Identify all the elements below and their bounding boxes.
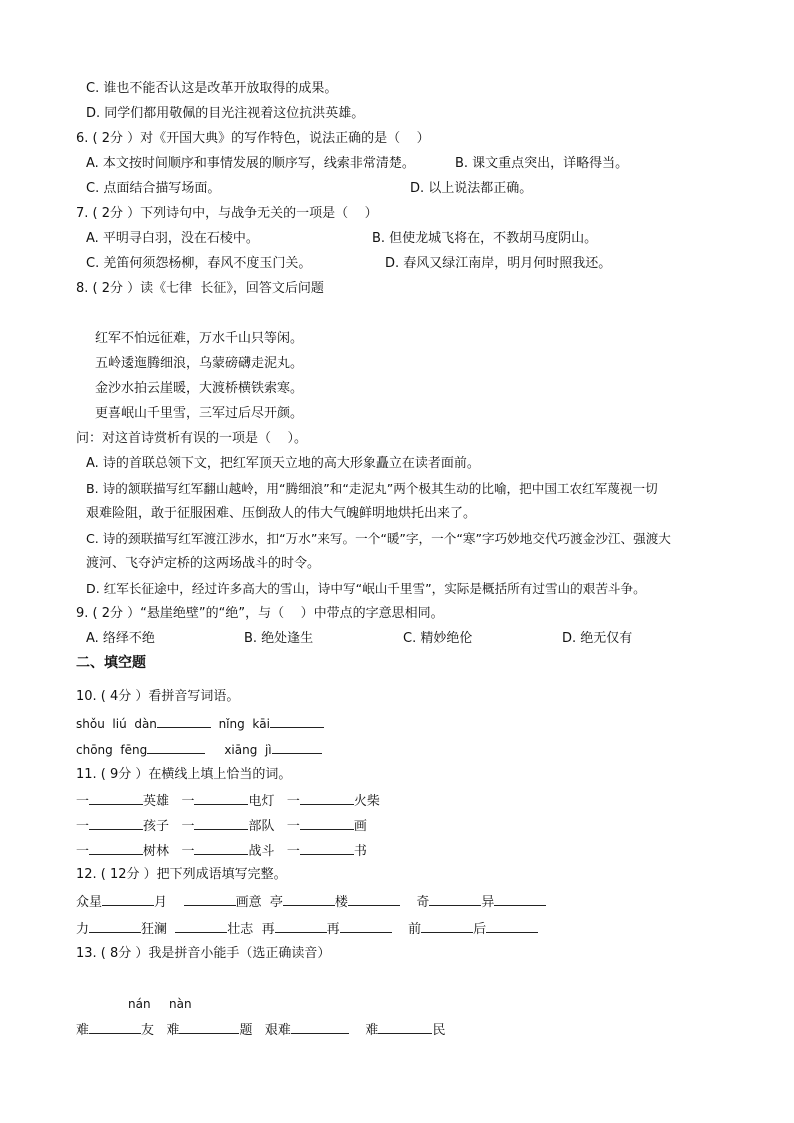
pinyin-row-2 xyxy=(76,741,322,758)
word: 难 xyxy=(76,1023,90,1038)
option-7c: C. 羌笛何须怨杨柳，春风不度玉门关。 xyxy=(86,256,312,271)
answer-blank[interactable] xyxy=(486,920,538,933)
answer-blank[interactable] xyxy=(184,893,236,906)
question-6: 6. ( 2分 ）对《开国大典》的写作特色，说法正确的是（ ） xyxy=(76,131,430,146)
option-7a: A. 平明寻白羽，没在石棱中。 xyxy=(86,231,259,246)
answer-blank[interactable] xyxy=(89,817,143,830)
answer-blank[interactable] xyxy=(340,920,392,933)
word: 壮志 xyxy=(227,922,254,937)
answer-blank[interactable] xyxy=(194,817,248,830)
option-9d: D. 绝无仅有 xyxy=(562,631,633,646)
option-8b-line-1: B. 诗的颔联描写红军翻山越岭，用“腾细浪”和“走泥丸”两个极其生动的比喻，把中国工农红军蔑视一切 xyxy=(86,481,658,496)
option-7b: B. 但使龙城飞将在，不教胡马度阴山。 xyxy=(372,231,598,246)
pinyin-nan-2: nán xyxy=(128,997,151,1011)
fill-row-11-2 xyxy=(76,817,367,835)
answer-blank[interactable] xyxy=(378,1021,432,1034)
answer-blank[interactable] xyxy=(272,741,322,754)
prefix-yi: 一 xyxy=(76,794,90,809)
word: 再 xyxy=(261,922,275,937)
word: 亭 xyxy=(269,895,283,910)
word: 部队 xyxy=(248,819,275,834)
poem-line-2: 五岭逶迤腾细浪，乌蒙磅礴走泥丸。 xyxy=(95,356,304,371)
question-10: 10. ( 4分 ）看拼音写词语。 xyxy=(76,689,240,704)
word: 难 xyxy=(365,1023,379,1038)
option-9c: C. 精妙绝伦 xyxy=(403,631,473,646)
prefix-yi: 一 xyxy=(181,844,195,859)
option-8c-line-2: 渡河、飞夺泸定桥的这两场战斗的时令。 xyxy=(86,556,321,571)
prefix-yi: 一 xyxy=(286,844,300,859)
word: 楼 xyxy=(334,895,348,910)
section-heading-fill-in: 二、填空题 xyxy=(76,655,146,671)
poem-line-3: 金沙水拍云崖暖，大渡桥横铁索寒。 xyxy=(95,381,304,396)
answer-blank[interactable] xyxy=(89,920,141,933)
word: 火柴 xyxy=(353,794,380,809)
word: 前 xyxy=(408,922,422,937)
pinyin-nan-4: nàn xyxy=(169,997,192,1011)
word: 异 xyxy=(481,895,495,910)
question-12: 12. ( 12分 ）把下列成语填写完整。 xyxy=(76,867,287,882)
pinyin-row-1 xyxy=(76,715,324,732)
prefix-yi: 一 xyxy=(76,844,90,859)
option-6c: C. 点面结合描写场面。 xyxy=(86,181,221,196)
answer-blank[interactable] xyxy=(194,842,248,855)
option-7d: D. 春风又绿江南岸，明月何时照我还。 xyxy=(385,256,612,271)
word: 题 xyxy=(239,1023,253,1038)
word: 后 xyxy=(473,922,487,937)
answer-blank[interactable] xyxy=(300,842,354,855)
prefix-yi: 一 xyxy=(286,794,300,809)
idiom-row-1 xyxy=(76,893,546,911)
question-8: 8. ( 2分 ）读《七律 长征》，回答文后问题 xyxy=(76,281,324,296)
answer-blank[interactable] xyxy=(291,1021,349,1034)
option-6a: A. 本文按时间顺序和事情发展的顺序写，线索非常清楚。 xyxy=(86,156,415,171)
answer-blank[interactable] xyxy=(179,1021,239,1034)
pinyin-4: xiāng jì xyxy=(224,743,272,757)
answer-blank[interactable] xyxy=(300,792,354,805)
prefix-yi: 一 xyxy=(181,819,195,834)
option-8a: A. 诗的首联总领下文，把红军顶天立地的高大形象矗立在读者面前。 xyxy=(86,456,480,471)
answer-blank[interactable] xyxy=(89,1021,141,1034)
word: 狂澜 xyxy=(141,922,168,937)
idiom-row-2 xyxy=(76,920,538,938)
prefix-yi: 一 xyxy=(76,819,90,834)
fill-row-11-3 xyxy=(76,842,367,860)
option-8c-line-1: C. 诗的颈联描写红军渡江涉水，扣“万水”来写。一个“暖”字，一个“寒”字巧妙地交代巧渡金沙江、强渡大 xyxy=(86,531,671,546)
option-9b: B. 绝处逢生 xyxy=(244,631,314,646)
word: 孩子 xyxy=(143,819,170,834)
answer-blank[interactable] xyxy=(300,817,354,830)
answer-blank[interactable] xyxy=(175,920,227,933)
word: 树林 xyxy=(143,844,170,859)
question-13: 13. ( 8分 ）我是拼音小能手（选正确读音） xyxy=(76,946,331,961)
answer-blank[interactable] xyxy=(283,893,335,906)
word: 民 xyxy=(432,1023,446,1038)
poem-line-4: 更喜岷山千里雪，三军过后尽开颜。 xyxy=(95,406,304,421)
option-9a: A. 络绎不绝 xyxy=(86,631,155,646)
answer-blank[interactable] xyxy=(157,715,211,728)
word: 艰难 xyxy=(264,1023,291,1038)
word: 友 xyxy=(141,1023,155,1038)
question-7: 7. ( 2分 ）下列诗句中，与战争无关的一项是（ ） xyxy=(76,206,378,221)
pinyin-2: nǐng kāi xyxy=(218,717,270,731)
word: 英雄 xyxy=(143,794,170,809)
option-6b: B. 课文重点突出，详略得当。 xyxy=(455,156,629,171)
word: 奇 xyxy=(416,895,430,910)
pronunciation-row xyxy=(76,1021,445,1039)
option-6d: D. 以上说法都正确。 xyxy=(410,181,533,196)
answer-blank[interactable] xyxy=(102,893,154,906)
answer-blank[interactable] xyxy=(194,792,248,805)
word: 画 xyxy=(353,819,367,834)
word: 书 xyxy=(353,844,367,859)
answer-blank[interactable] xyxy=(494,893,546,906)
prefix-yi: 一 xyxy=(286,819,300,834)
answer-blank[interactable] xyxy=(89,792,143,805)
word: 月 xyxy=(154,895,168,910)
question-11: 11. ( 9分 ）在横线上填上恰当的词。 xyxy=(76,767,292,782)
word: 再 xyxy=(326,922,340,937)
word: 力 xyxy=(76,922,90,937)
prefix-yi: 一 xyxy=(181,794,195,809)
pinyin-1: shǒu liú dàn xyxy=(76,717,157,731)
answer-blank[interactable] xyxy=(421,920,473,933)
question-8-ask: 问：对这首诗赏析有误的一项是（ ）。 xyxy=(76,431,308,446)
answer-blank[interactable] xyxy=(270,715,324,728)
answer-blank[interactable] xyxy=(275,920,327,933)
option-5d: D. 同学们都用敬佩的目光注视着这位抗洪英雄。 xyxy=(86,106,365,121)
word: 战斗 xyxy=(248,844,275,859)
word: 电灯 xyxy=(248,794,275,809)
option-8b-line-2: 艰难险阻，敢于征服困难、压倒敌人的伟大气魄鲜明地烘托出来了。 xyxy=(86,506,477,521)
word: 难 xyxy=(166,1023,180,1038)
answer-blank[interactable] xyxy=(429,893,481,906)
word: 众星 xyxy=(76,895,103,910)
fill-row-11-1 xyxy=(76,792,380,810)
answer-blank[interactable] xyxy=(147,741,205,754)
question-9: 9. ( 2分 ）“悬崖绝壁”的“绝”，与（ ）中带点的字意思相同。 xyxy=(76,606,444,621)
word: 画意 xyxy=(235,895,262,910)
option-8d: D. 红军长征途中，经过许多高大的雪山，诗中写“岷山千里雪”，实际是概括所有过雪山的艰苦斗争。 xyxy=(86,581,646,596)
option-5c: C. 谁也不能否认这是改革开放取得的成果。 xyxy=(86,81,338,96)
answer-blank[interactable] xyxy=(89,842,143,855)
answer-blank[interactable] xyxy=(348,893,400,906)
pinyin-3: chōng fēng xyxy=(76,743,148,757)
poem-line-1: 红军不怕远征难，万水千山只等闲。 xyxy=(95,331,304,346)
